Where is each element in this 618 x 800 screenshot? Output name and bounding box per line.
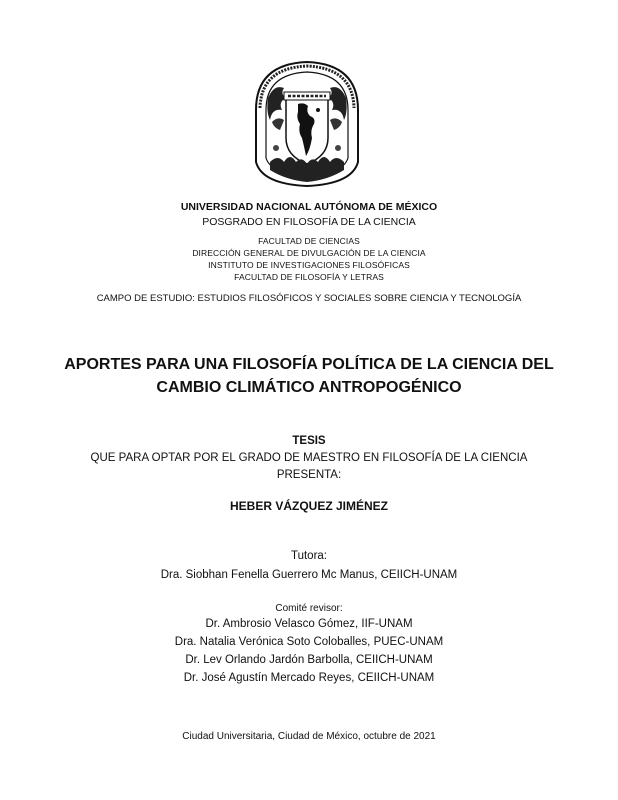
- program-name: POSGRADO EN FILOSOFÍA DE LA CIENCIA: [202, 216, 416, 228]
- advisor-name: Dra. Siobhan Fenella Guerrero Mc Manus, CEIICH-UNAM: [160, 569, 458, 581]
- place-and-date: Ciudad Universitaria, Ciudad de México, octubre de 2021: [182, 731, 436, 742]
- field-of-study: CAMPO DE ESTUDIO: ESTUDIOS FILOSÓFICOS Y SOCIALES SOBRE CIENCIA Y TECNOLOGÍA: [96, 293, 522, 304]
- thesis-label: TESIS: [292, 435, 326, 447]
- presents-label: PRESENTA:: [276, 469, 342, 481]
- university-name: UNIVERSIDAD NACIONAL AUTÓNOMA DE MÉXICO: [180, 201, 438, 213]
- entity-line: DIRECCIÓN GENERAL DE DIVULGACIÓN DE LA CIENCIA: [192, 248, 426, 258]
- thesis-title-line-2: CAMBIO CLIMÁTICO ANTROPOGÉNICO: [156, 379, 462, 396]
- advisor-label: Tutora:: [290, 550, 327, 562]
- unam-seal-logo: [248, 58, 366, 188]
- committee-label: Comité revisor:: [275, 603, 343, 614]
- entity-line: INSTITUTO DE INVESTIGACIONES FILOSÓFICAS: [208, 260, 410, 270]
- committee-member: Dr. José Agustín Mercado Reyes, CEIICH-UNAM: [183, 672, 435, 684]
- entity-line: FACULTAD DE CIENCIAS: [258, 236, 360, 246]
- committee-member: Dr. Ambrosio Velasco Gómez, IIF-UNAM: [205, 618, 413, 630]
- committee-member: Dr. Lev Orlando Jardón Barbolla, CEIICH-UNAM: [185, 654, 433, 666]
- author-name: HEBER VÁZQUEZ JIMÉNEZ: [229, 499, 388, 513]
- degree-purpose: QUE PARA OPTAR POR EL GRADO DE MAESTRO EN FILOSOFÍA DE LA CIENCIA: [90, 452, 528, 464]
- committee-member: Dra. Natalia Verónica Soto Coloballes, PUEC-UNAM: [174, 636, 444, 648]
- entity-line: FACULTAD DE FILOSOFÍA Y LETRAS: [234, 272, 384, 282]
- thesis-title-line-1: APORTES PARA UNA FILOSOFÍA POLÍTICA DE LA CIENCIA DEL: [64, 356, 554, 373]
